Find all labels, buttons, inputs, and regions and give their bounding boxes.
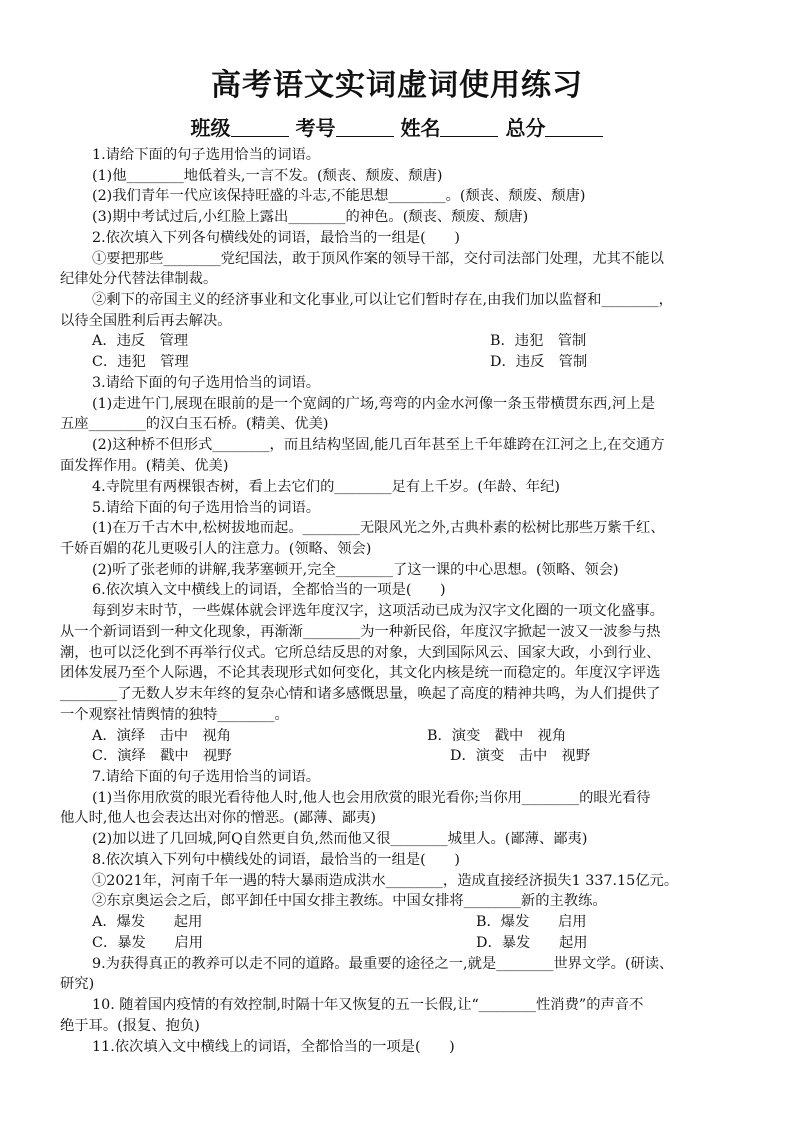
- question-3-item-2-cont: 面发挥作用。(精美、优美): [60, 458, 229, 474]
- question-8-option-d[interactable]: D．暴发 起用: [476, 935, 588, 951]
- name-blank[interactable]: [440, 118, 498, 137]
- question-1-item-1: (1)他________地低着头,一言不发。(颓丧、颓废、颓唐): [92, 168, 443, 184]
- question-2-sentence-2: ②剩下的帝国主义的经济事业和文化事业,可以让它们暂时存在,由我们加以监督和________，: [92, 292, 673, 308]
- question-2-option-c[interactable]: C．违犯 管理: [92, 354, 189, 370]
- question-8-sentence-1: ①2021年，河南千年一遇的特大暴雨造成洪水________，造成直接经济损失1 337.15亿元。: [92, 873, 679, 889]
- student-info-row: [0, 112, 794, 141]
- question-6-passage-line-1: 每到岁末时节，一些媒体就会评选年度汉字，这项活动已成为汉字文化圈的一项文化盛事。: [92, 603, 664, 619]
- exam-no-blank[interactable]: [336, 118, 394, 137]
- question-9: 9.为获得真正的教养可以走不同的道路。最重要的途径之一,就是________世界文学。(研读、: [92, 956, 674, 972]
- question-6-passage-line-2: 从一个新词语到一种文化现象，再渐渐________为一种新民俗，年度汉字掀起一波又一波参与热: [60, 624, 661, 640]
- class-blank[interactable]: [231, 118, 289, 137]
- question-6-passage-line-5: ________了无数人岁末年终的复杂心情和诸多感慨思量，唤起了高度的精神共鸣，为人们提供了: [60, 686, 661, 702]
- page-title: 高考语文实词虚词使用练习: [211, 68, 583, 103]
- score-label: 总分: [505, 116, 546, 140]
- question-5-item-1-cont: 千娇百媚的花儿更吸引人的注意力。(领略、领会): [60, 541, 372, 557]
- score-blank[interactable]: [545, 118, 603, 137]
- question-8-option-c[interactable]: C．暴发 启用: [92, 935, 204, 951]
- question-10: 10. 随着国内疫情的有效控制,时隔十年又恢复的五一长假,让“________性消费”的声音不: [92, 997, 644, 1013]
- question-2-sentence-2-cont: 以待全国胜利后再去解决。: [60, 313, 232, 329]
- question-2-option-a[interactable]: A．违反 管理: [92, 333, 189, 349]
- question-5-item-1: (1)在万千古木中,松树拔地而起。________无限风光之外,古典朴素的松树比那些万紫千红、: [92, 520, 665, 536]
- question-7-item-1: (1)当你用欣赏的眼光看待他人时,他人也会用欣赏的眼光看你;当你用________的眼光看待: [92, 790, 651, 806]
- question-2-option-b[interactable]: B．违犯 管制: [490, 333, 587, 349]
- question-7-stem: 7.请给下面的句子选用恰当的词语。: [92, 769, 321, 785]
- question-8-sentence-2: ②东京奥运会之后，郎平卸任中国女排主教练。中国女排将________新的主教练。: [92, 893, 607, 909]
- question-6-option-d[interactable]: D．演变 击中 视野: [450, 748, 591, 764]
- question-3-item-1: (1)走进午门,展现在眼前的是一个宽阔的广场,弯弯的内金水河像一条玉带横贯东西,河上是: [92, 396, 655, 412]
- question-6-option-a[interactable]: A．演绎 击中 视角: [92, 728, 231, 744]
- question-3-item-1-cont: 五座________的汉白玉石桥。(精美、优美): [60, 416, 329, 432]
- question-11-stem: 11.依次填入文中横线上的词语，全都恰当的一项是( ): [92, 1039, 455, 1055]
- question-6-option-c[interactable]: C．演绎 戳中 视野: [92, 748, 232, 764]
- question-7-item-1-cont: 他人时,他人也会表达出对你的憎恶。(鄙薄、鄙夷): [60, 810, 376, 826]
- question-2-stem: 2.依次填入下列各句横线处的词语，最恰当的一组是( ): [92, 230, 460, 246]
- question-6-stem: 6.依次填入文中横线上的词语，全都恰当的一项是( ): [92, 582, 446, 598]
- question-3-stem: 3.请给下面的句子选用恰当的词语。: [92, 375, 321, 391]
- question-8-option-a[interactable]: A．爆发 起用: [92, 914, 203, 930]
- question-5-stem: 5.请给下面的句子选用恰当的词语。: [92, 500, 321, 516]
- question-8-stem: 8.依次填入下列句中横线处的词语，最恰当的一组是( ): [92, 852, 460, 868]
- question-1-stem: 1.请给下面的句子选用恰当的词语。: [92, 147, 321, 163]
- name-label: 姓名: [400, 116, 441, 140]
- question-2-sentence-1-cont: 纪律处分代替法律制裁。: [60, 271, 218, 287]
- question-5-item-2: (2)听了张老师的讲解,我茅塞顿开,完全________了这一课的中心思想。(领略、领会): [92, 562, 619, 578]
- question-3-item-2: (2)这种桥不但形式________，而且结构坚固,能几百年甚至上千年雄跨在江河之上,在交通方: [92, 437, 665, 453]
- question-9-cont: 研究): [60, 976, 95, 992]
- question-8-option-b[interactable]: B．爆发 启用: [476, 914, 587, 930]
- question-2-sentence-1: ①要把那些________党纪国法，敢于顶风作案的领导干部，交付司法部门处理，尤其不能以: [92, 251, 664, 267]
- question-1-item-3: (3)期中考试过后,小红脸上露出________的神色。(颓丧、颓废、颓唐): [92, 209, 529, 225]
- question-2-option-d[interactable]: D．违反 管制: [490, 354, 588, 370]
- question-6-option-b[interactable]: B．演变 戳中 视角: [427, 728, 567, 744]
- question-7-item-2: (2)加以进了几回城,阿Q自然更自负,然而他又很________城里人。(鄙薄、鄙夷): [92, 831, 588, 847]
- class-label: 班级: [190, 116, 231, 140]
- question-6-passage-line-3: 潮，也可以泛化到不再举行仪式。它所总结反思的对象，大到国际风云、国家大政，小到行业、: [60, 645, 661, 661]
- question-1-item-2: (2)我们青年一代应该保持旺盛的斗志,不能思想________。(颓丧、颓废、颓唐): [92, 188, 586, 204]
- question-6-passage-line-4: 团体发展乃至个人际遇，不论其表现形式如何变化，其文化内核是统一而稳定的。年度汉字评选: [60, 665, 661, 681]
- question-4: 4.寺院里有两棵银杏树，看上去它们的________足有上千岁。(年龄、年纪): [92, 479, 560, 495]
- question-10-cont: 绝于耳。(报复、抱负): [60, 1018, 200, 1034]
- question-6-passage-line-6: 一个观察社情舆情的独特________。: [60, 707, 289, 723]
- exam-no-label: 考号: [295, 116, 336, 140]
